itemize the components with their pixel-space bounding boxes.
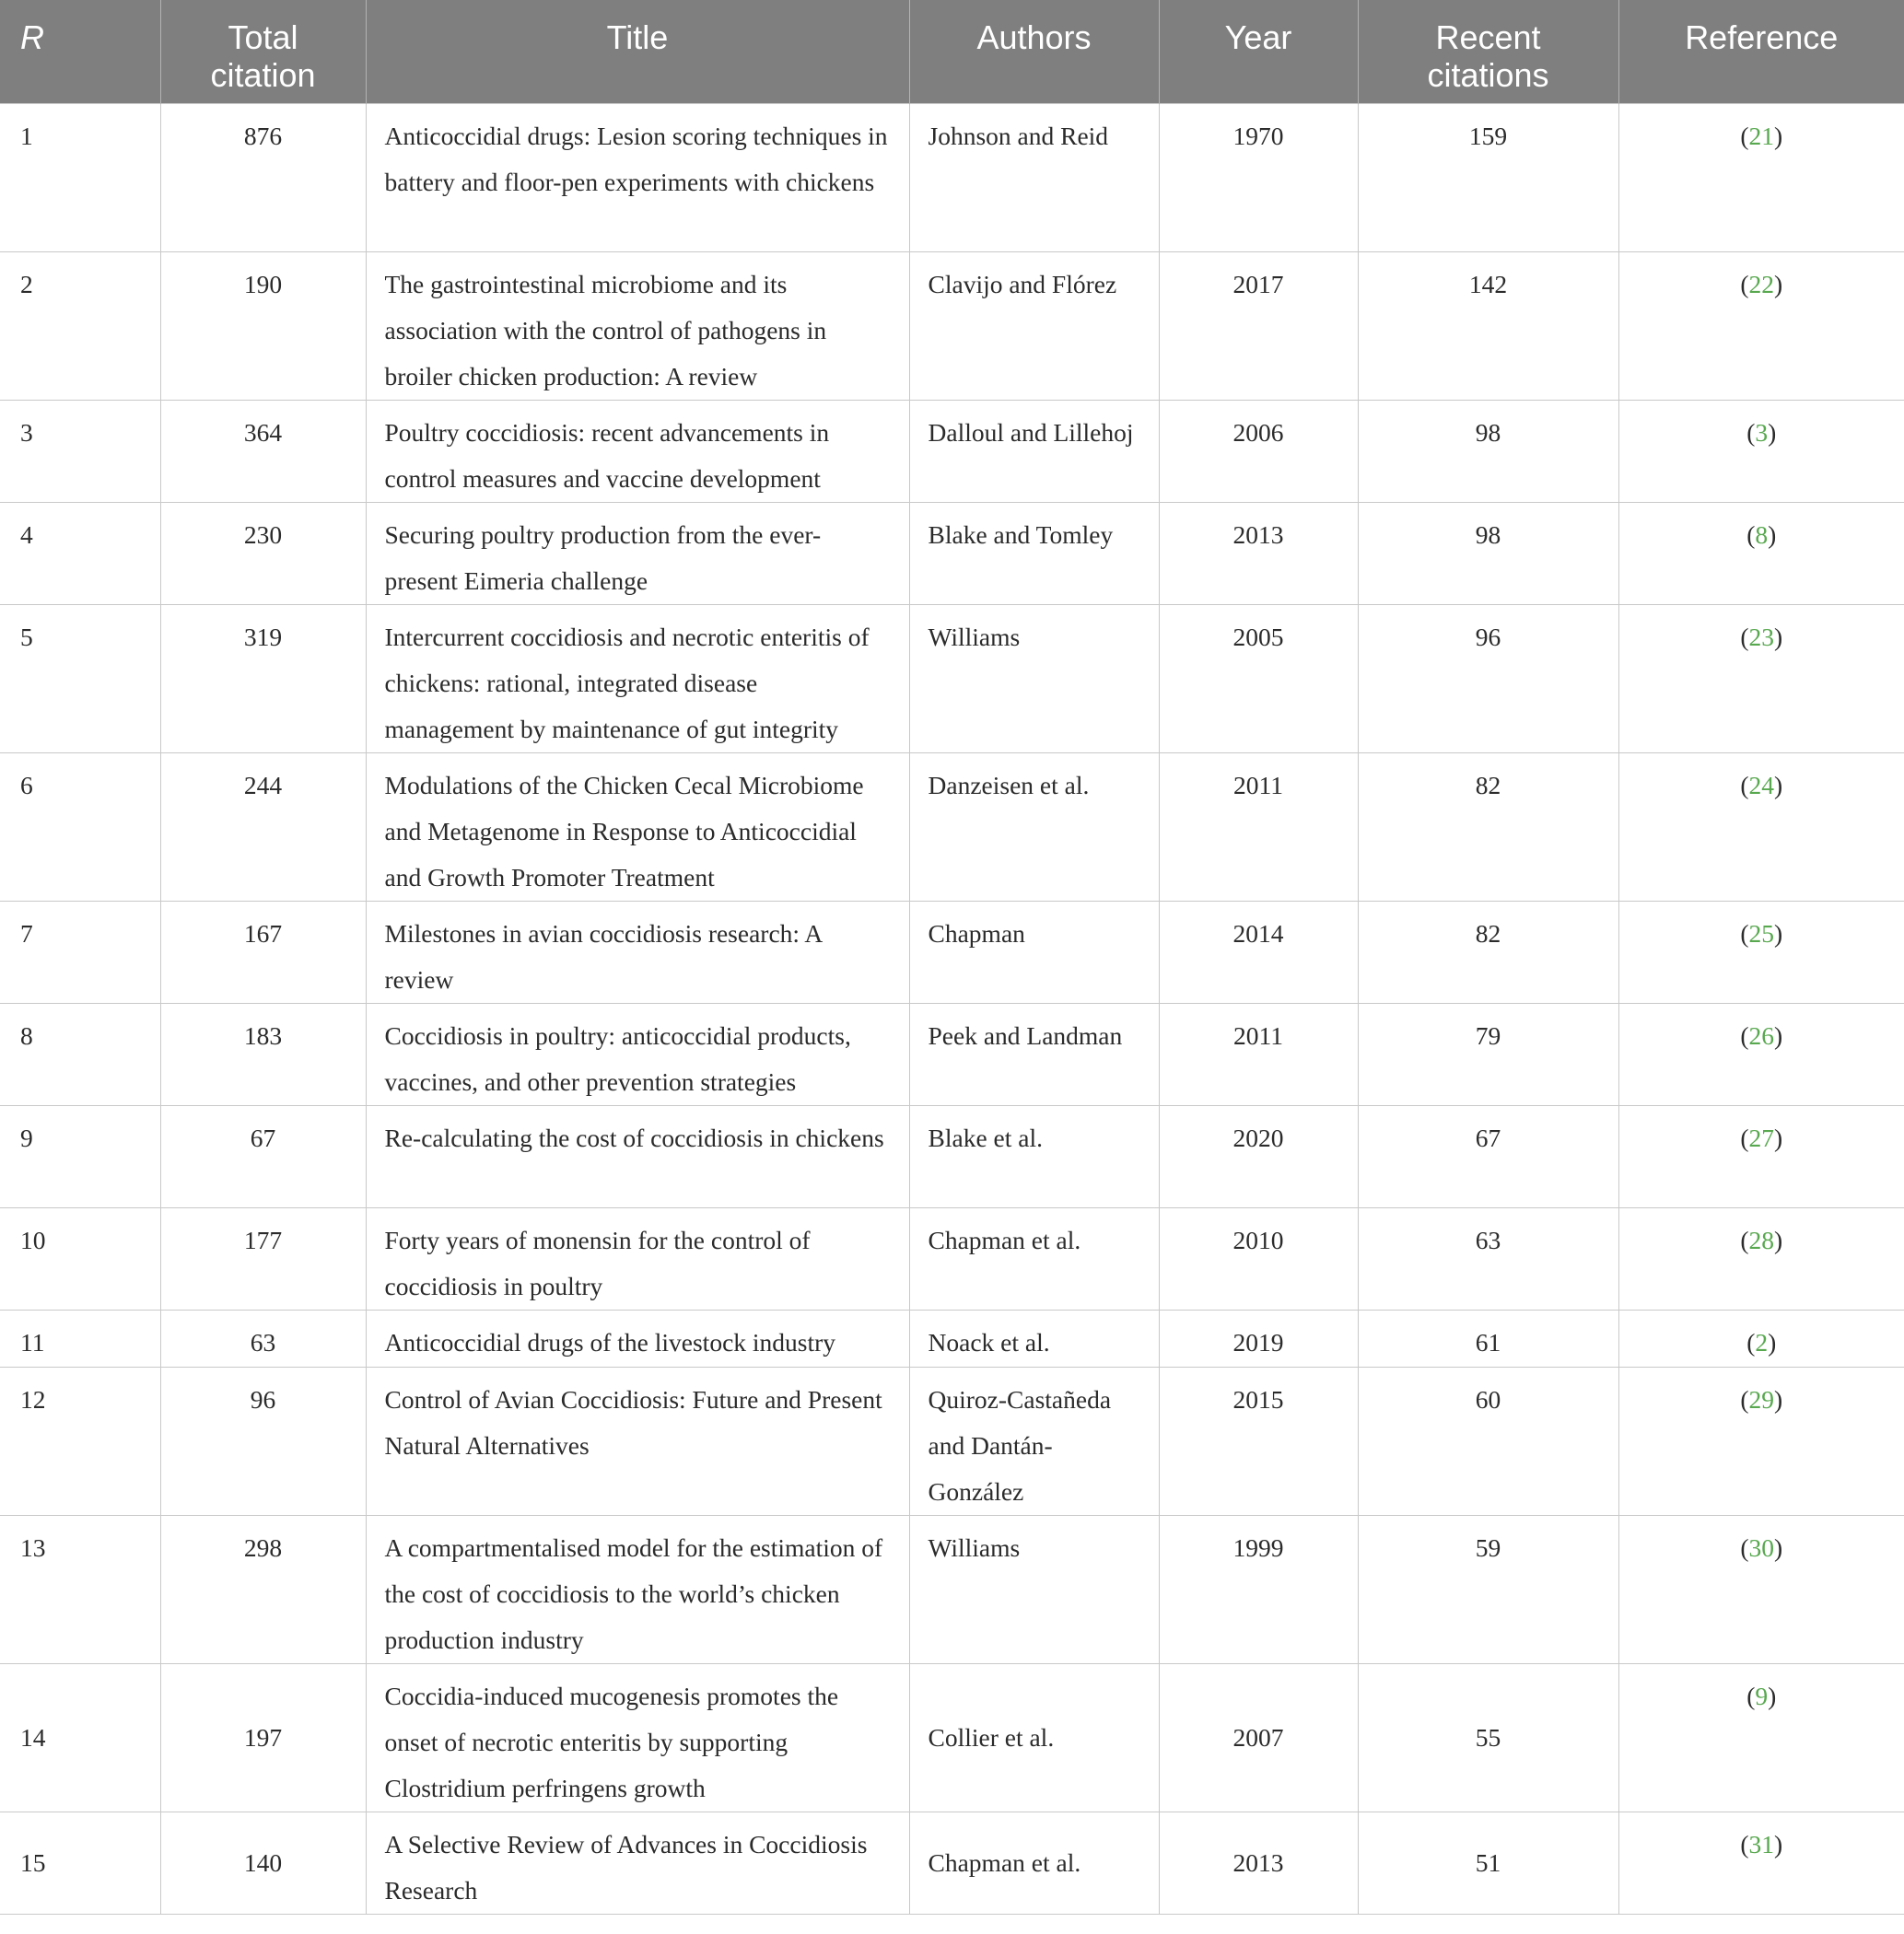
- cell-authors: Peek and Landman: [909, 1003, 1159, 1105]
- ref-close-paren: ): [1774, 1384, 1783, 1414]
- table-row: [0, 1515, 1904, 1663]
- cell-recent-citations: 82: [1358, 901, 1618, 1003]
- ref-close-paren: ): [1774, 918, 1783, 948]
- cell-title: The gastrointestinal microbiome and its association with the control of pathogens in broiler chicken production: A review: [366, 251, 909, 400]
- cell-total-citation: 177: [160, 1207, 366, 1310]
- cell-authors: Johnson and Reid: [909, 103, 1159, 251]
- cell-title: A Selective Review of Advances in Coccidiosis Research: [366, 1812, 909, 1914]
- cell-reference: [1618, 1663, 1904, 1812]
- cell-authors: Chapman et al.: [909, 1207, 1159, 1310]
- cell-recent-citations: 98: [1358, 502, 1618, 604]
- cell-title: Forty years of monensin for the control of coccidiosis in poultry: [366, 1207, 909, 1310]
- ref-close-paren: ): [1774, 121, 1783, 150]
- cell-recent-citations: 67: [1358, 1105, 1618, 1207]
- table-row: [0, 1367, 1904, 1515]
- cell-total-citation: 244: [160, 752, 366, 901]
- cell-rank: 3: [0, 400, 160, 502]
- cell-total-citation: 140: [160, 1812, 366, 1914]
- ref-close-paren: ): [1774, 1532, 1783, 1562]
- cell-reference: [1618, 1003, 1904, 1105]
- cell-recent-citations: 82: [1358, 752, 1618, 901]
- cell-authors: Chapman: [909, 901, 1159, 1003]
- cell-total-citation: 96: [160, 1367, 366, 1515]
- cell-rank: 9: [0, 1105, 160, 1207]
- ref-close-paren: ): [1774, 622, 1783, 651]
- cell-total-citation: 190: [160, 251, 366, 400]
- ref-close-paren: ): [1768, 417, 1777, 447]
- cell-recent-citations: 55: [1358, 1663, 1618, 1812]
- cell-authors: Blake and Tomley: [909, 502, 1159, 604]
- cell-rank: 8: [0, 1003, 160, 1105]
- cell-rank: 11: [0, 1310, 160, 1367]
- cell-total-citation: 298: [160, 1515, 366, 1663]
- cell-year: 2013: [1159, 1812, 1358, 1914]
- cell-reference: [1618, 1515, 1904, 1663]
- cell-year: 2011: [1159, 1003, 1358, 1105]
- cell-title: Modulations of the Chicken Cecal Microbiome and Metagenome in Response to Anticoccidial and Growth Promoter Treatment: [366, 752, 909, 901]
- cell-reference: [1618, 901, 1904, 1003]
- ref-open-paren: (: [1740, 918, 1749, 948]
- reference-link[interactable]: 31: [1748, 1829, 1774, 1858]
- cell-recent-citations: 79: [1358, 1003, 1618, 1105]
- cell-year: 2011: [1159, 752, 1358, 901]
- cell-total-citation: 364: [160, 400, 366, 502]
- cell-total-citation: 197: [160, 1663, 366, 1812]
- cell-authors: Quiroz-Castañeda and Dantán-González: [909, 1367, 1159, 1515]
- cell-rank: 12: [0, 1367, 160, 1515]
- ref-close-paren: ): [1774, 269, 1783, 298]
- cell-year: 1999: [1159, 1515, 1358, 1663]
- table-row: [0, 1207, 1904, 1310]
- header-recent-citations: Recent citations: [1358, 0, 1618, 103]
- ref-open-paren: (: [1740, 121, 1749, 150]
- header-row: [0, 0, 1904, 103]
- reference-link[interactable]: 3: [1755, 417, 1769, 447]
- table-row: [0, 604, 1904, 752]
- ref-open-paren: (: [1740, 1384, 1749, 1414]
- reference-link[interactable]: 29: [1748, 1384, 1774, 1414]
- ref-open-paren: (: [1746, 519, 1756, 549]
- header-rank: R: [0, 0, 160, 103]
- cell-title: Anticoccidial drugs of the livestock industry: [366, 1310, 909, 1367]
- cell-reference: [1618, 1105, 1904, 1207]
- reference-link[interactable]: 22: [1748, 269, 1774, 298]
- reference-link[interactable]: 24: [1748, 770, 1774, 799]
- cell-year: 2005: [1159, 604, 1358, 752]
- reference-link[interactable]: 9: [1755, 1681, 1769, 1710]
- reference-link[interactable]: 28: [1748, 1225, 1774, 1254]
- cell-rank: 1: [0, 103, 160, 251]
- cell-year: 2014: [1159, 901, 1358, 1003]
- cell-reference: [1618, 1310, 1904, 1367]
- cell-title: Control of Avian Coccidiosis: Future and Present Natural Alternatives: [366, 1367, 909, 1515]
- header-title: Title: [366, 0, 909, 103]
- ref-open-paren: (: [1740, 1020, 1749, 1050]
- cell-authors: Danzeisen et al.: [909, 752, 1159, 901]
- cell-total-citation: 319: [160, 604, 366, 752]
- ref-open-paren: (: [1746, 417, 1756, 447]
- table-body: [0, 103, 1904, 1914]
- reference-link[interactable]: 30: [1748, 1532, 1774, 1562]
- cell-rank: 15: [0, 1812, 160, 1914]
- cell-title: A compartmentalised model for the estimation of the cost of coccidiosis to the world’s chicken production industry: [366, 1515, 909, 1663]
- ref-close-paren: ): [1768, 1327, 1777, 1357]
- cell-rank: 2: [0, 251, 160, 400]
- cell-year: 2006: [1159, 400, 1358, 502]
- ref-open-paren: (: [1746, 1327, 1756, 1357]
- ref-open-paren: (: [1740, 770, 1749, 799]
- table-row: [0, 1105, 1904, 1207]
- cell-year: 2013: [1159, 502, 1358, 604]
- cell-title: Anticoccidial drugs: Lesion scoring techniques in battery and floor-pen experiments with chickens: [366, 103, 909, 251]
- cell-recent-citations: 142: [1358, 251, 1618, 400]
- cell-title: Coccidia-induced mucogenesis promotes the onset of necrotic enteritis by supporting Clostridium perfringens growth: [366, 1663, 909, 1812]
- cell-title: Securing poultry production from the ever-present Eimeria challenge: [366, 502, 909, 604]
- table-row: [0, 1663, 1904, 1812]
- table-row: [0, 1003, 1904, 1105]
- cell-year: 2015: [1159, 1367, 1358, 1515]
- cell-authors: Noack et al.: [909, 1310, 1159, 1367]
- cell-rank: 10: [0, 1207, 160, 1310]
- cell-recent-citations: 61: [1358, 1310, 1618, 1367]
- cell-reference: [1618, 103, 1904, 251]
- cell-total-citation: 230: [160, 502, 366, 604]
- ref-close-paren: ): [1774, 1829, 1783, 1858]
- cell-total-citation: 876: [160, 103, 366, 251]
- cell-recent-citations: 60: [1358, 1367, 1618, 1515]
- ref-open-paren: (: [1740, 1532, 1749, 1562]
- header-reference: Reference: [1618, 0, 1904, 103]
- ref-close-paren: ): [1774, 770, 1783, 799]
- cell-title: Re-calculating the cost of coccidiosis in chickens: [366, 1105, 909, 1207]
- cell-recent-citations: 98: [1358, 400, 1618, 502]
- ref-close-paren: ): [1774, 1123, 1783, 1152]
- ref-open-paren: (: [1740, 622, 1749, 651]
- table-row: [0, 251, 1904, 400]
- cell-rank: 6: [0, 752, 160, 901]
- table-row: [0, 1812, 1904, 1914]
- table-row: [0, 400, 1904, 502]
- table-row: [0, 502, 1904, 604]
- table-row: [0, 752, 1904, 901]
- cell-recent-citations: 51: [1358, 1812, 1618, 1914]
- cell-total-citation: 183: [160, 1003, 366, 1105]
- cell-year: 2017: [1159, 251, 1358, 400]
- cell-year: 2007: [1159, 1663, 1358, 1812]
- header-total-citation: Total citation: [160, 0, 366, 103]
- cell-year: 2010: [1159, 1207, 1358, 1310]
- ref-open-paren: (: [1746, 1681, 1756, 1710]
- table-row: [0, 103, 1904, 251]
- reference-link[interactable]: 25: [1748, 918, 1774, 948]
- cell-reference: [1618, 1207, 1904, 1310]
- cell-title: Poultry coccidiosis: recent advancements in control measures and vaccine development: [366, 400, 909, 502]
- ref-close-paren: ): [1774, 1225, 1783, 1254]
- cell-authors: Dalloul and Lillehoj: [909, 400, 1159, 502]
- ref-close-paren: ): [1774, 1020, 1783, 1050]
- cell-authors: Williams: [909, 604, 1159, 752]
- cell-total-citation: 167: [160, 901, 366, 1003]
- cell-year: 2019: [1159, 1310, 1358, 1367]
- table-row: [0, 901, 1904, 1003]
- cell-rank: 7: [0, 901, 160, 1003]
- reference-link[interactable]: 27: [1748, 1123, 1774, 1152]
- ref-open-paren: (: [1740, 1829, 1749, 1858]
- ref-open-paren: (: [1740, 1123, 1749, 1152]
- cell-authors: Chapman et al.: [909, 1812, 1159, 1914]
- reference-link[interactable]: 26: [1748, 1020, 1774, 1050]
- cell-reference: [1618, 752, 1904, 901]
- header-authors: Authors: [909, 0, 1159, 103]
- header-year: Year: [1159, 0, 1358, 103]
- reference-link[interactable]: 8: [1755, 519, 1769, 549]
- cell-authors: Clavijo and Flórez: [909, 251, 1159, 400]
- cell-title: Coccidiosis in poultry: anticoccidial products, vaccines, and other prevention strategies: [366, 1003, 909, 1105]
- table-header: [0, 0, 1904, 103]
- cell-reference: [1618, 400, 1904, 502]
- cell-year: 2020: [1159, 1105, 1358, 1207]
- cell-total-citation: 67: [160, 1105, 366, 1207]
- cell-rank: 5: [0, 604, 160, 752]
- cell-authors: Collier et al.: [909, 1663, 1159, 1812]
- cell-recent-citations: 63: [1358, 1207, 1618, 1310]
- cell-reference: [1618, 251, 1904, 400]
- cell-recent-citations: 96: [1358, 604, 1618, 752]
- cell-reference: [1618, 1367, 1904, 1515]
- cell-authors: Blake et al.: [909, 1105, 1159, 1207]
- cell-rank: 14: [0, 1663, 160, 1812]
- cell-reference: [1618, 604, 1904, 752]
- reference-link[interactable]: 21: [1748, 121, 1774, 150]
- ref-close-paren: ): [1768, 1681, 1777, 1710]
- cell-total-citation: 63: [160, 1310, 366, 1367]
- cell-rank: 4: [0, 502, 160, 604]
- cell-authors: Williams: [909, 1515, 1159, 1663]
- ref-open-paren: (: [1740, 1225, 1749, 1254]
- ref-open-paren: (: [1740, 269, 1749, 298]
- cell-title: Milestones in avian coccidiosis research: A review: [366, 901, 909, 1003]
- cell-reference: [1618, 502, 1904, 604]
- reference-link[interactable]: 23: [1748, 622, 1774, 651]
- reference-link[interactable]: 2: [1755, 1327, 1769, 1357]
- cell-rank: 13: [0, 1515, 160, 1663]
- ref-close-paren: ): [1768, 519, 1777, 549]
- cell-title: Intercurrent coccidiosis and necrotic enteritis of chickens: rational, integrated disease management by maintenance of gut integrity: [366, 604, 909, 752]
- cell-reference: [1618, 1812, 1904, 1914]
- cell-recent-citations: 159: [1358, 103, 1618, 251]
- table-row: [0, 1310, 1904, 1367]
- cell-recent-citations: 59: [1358, 1515, 1618, 1663]
- cell-year: 1970: [1159, 103, 1358, 251]
